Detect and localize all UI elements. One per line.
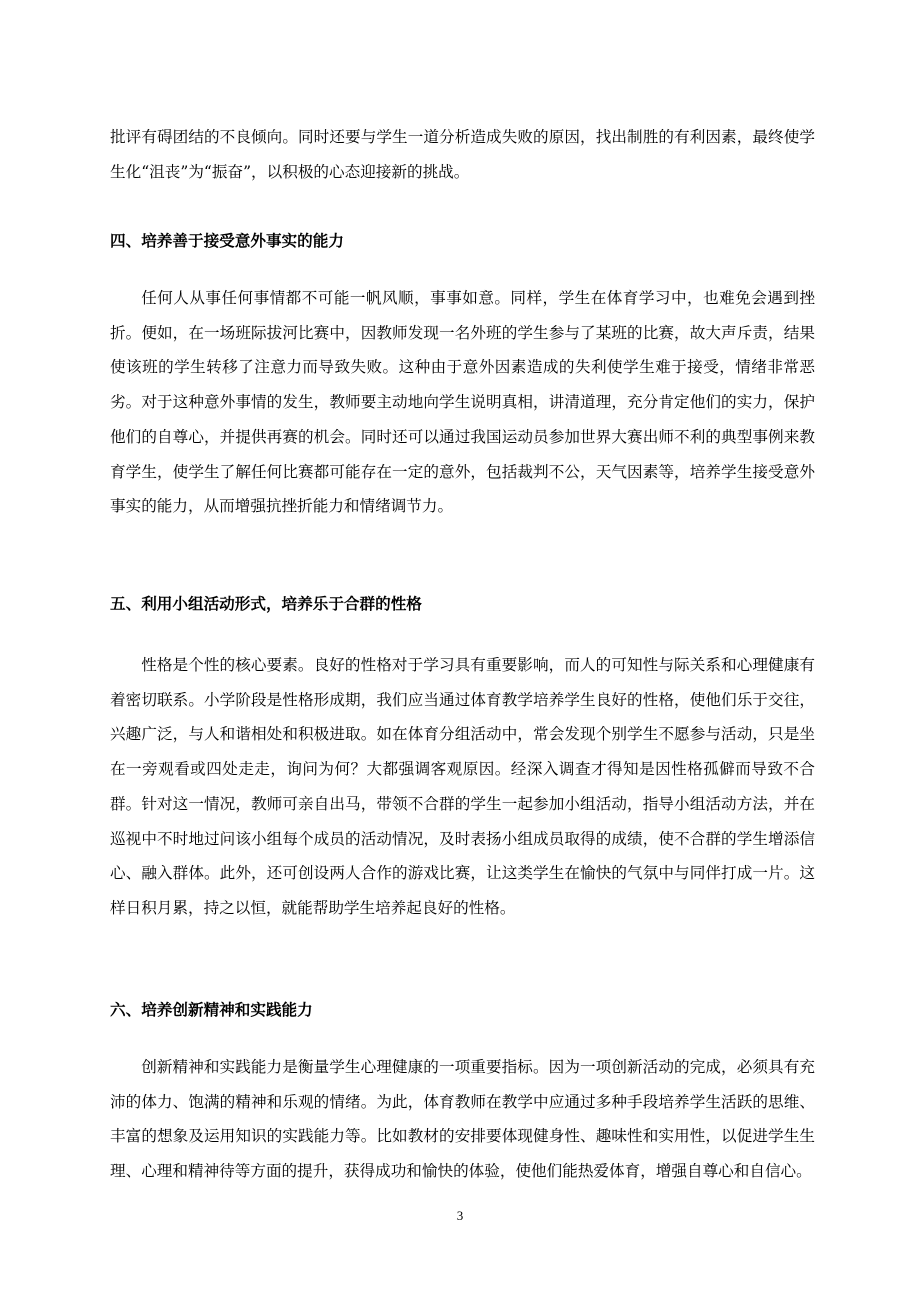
section-heading-5: 五、利用小组活动形式，培养乐于合群的性格 xyxy=(110,594,422,613)
section-heading-6: 六、培养创新精神和实践能力 xyxy=(110,1000,313,1019)
section-heading-4: 四、培养善于接受意外事实的能力 xyxy=(110,231,344,250)
continuation-paragraph: 批评有碍团结的不良倾向。同时还要与学生一道分析造成失败的原因，找出制胜的有利因素，最终使学生化“沮丧”为“振奋”，以积极的心态迎接新的挑战。 xyxy=(110,128,815,181)
section-paragraph-6: 创新精神和实践能力是衡量学生心理健康的一项重要指标。因为一项创新活动的完成，必须具有充沛的体力、饱满的精神和乐观的情绪。为此，体育教师在教学中应通过多种手段培养学生活跃的思维、丰富的想象及运用知识的实践能力等。比如教材的安排要体现健身性、趣味性和实用性，以促进学生生理、心理和精神待等方面的提升，获得成功和愉快的体验，使他们能热爱体育，增强自尊心和自信心。 xyxy=(110,1058,815,1181)
section-paragraph-4: 任何人从事任何事情都不可能一帆风顺，事事如意。同样，学生在体育学习中，也难免会遇到挫折。便如，在一场班际拔河比赛中，因教师发现一名外班的学生参与了某班的比赛，故大声斥责，结果使该班的学生转移了注意力而导致失败。这种由于意外因素造成的失利使学生难于接受，情绪非常恶劣。对于这种意外事情的发生，教师要主动地向学生说明真相，讲清道理，充分肯定他们的实力，保护他们的自尊心，并提供再赛的机会。同时还可以通过我国运动员参加世界大赛出师不利的典型事例来教育学生，使学生了解任何比赛都可能存在一定的意外，包括裁判不公，天气因素等，培养学生接受意外事实的能力，从而增强抗挫折能力和情绪调节力。 xyxy=(110,289,815,516)
section-paragraph-5: 性格是个性的核心要素。良好的性格对于学习具有重要影响，而人的可知性与际关系和心理健康有着密切联系。小学阶段是性格形成期，我们应当通过体育教学培养学生良好的性格，使他们乐于交往，兴趣广泛，与人和谐相处和积极进取。如在体育分组活动中，常会发现个别学生不愿参与活动，只是坐在一旁观看或四处走走，询问为何？大都强调客观原因。经深入调查才得知是因性格孤僻而导致不合群。针对这一情况，教师可亲自出马，带领不合群的学生一起参加小组活动，指导小组活动方法，并在巡视中不时地过问该小组每个成员的活动情况，及时表扬小组成员取得的成绩，使不合群的学生增添信心、融入群体。此外，还可创设两人合作的游戏比赛，让这类学生在愉快的气氛中与同伴打成一片。这样日积月累，持之以恒，就能帮助学生培养起良好的性格。 xyxy=(110,656,815,917)
page-number: 3 xyxy=(456,1208,464,1223)
